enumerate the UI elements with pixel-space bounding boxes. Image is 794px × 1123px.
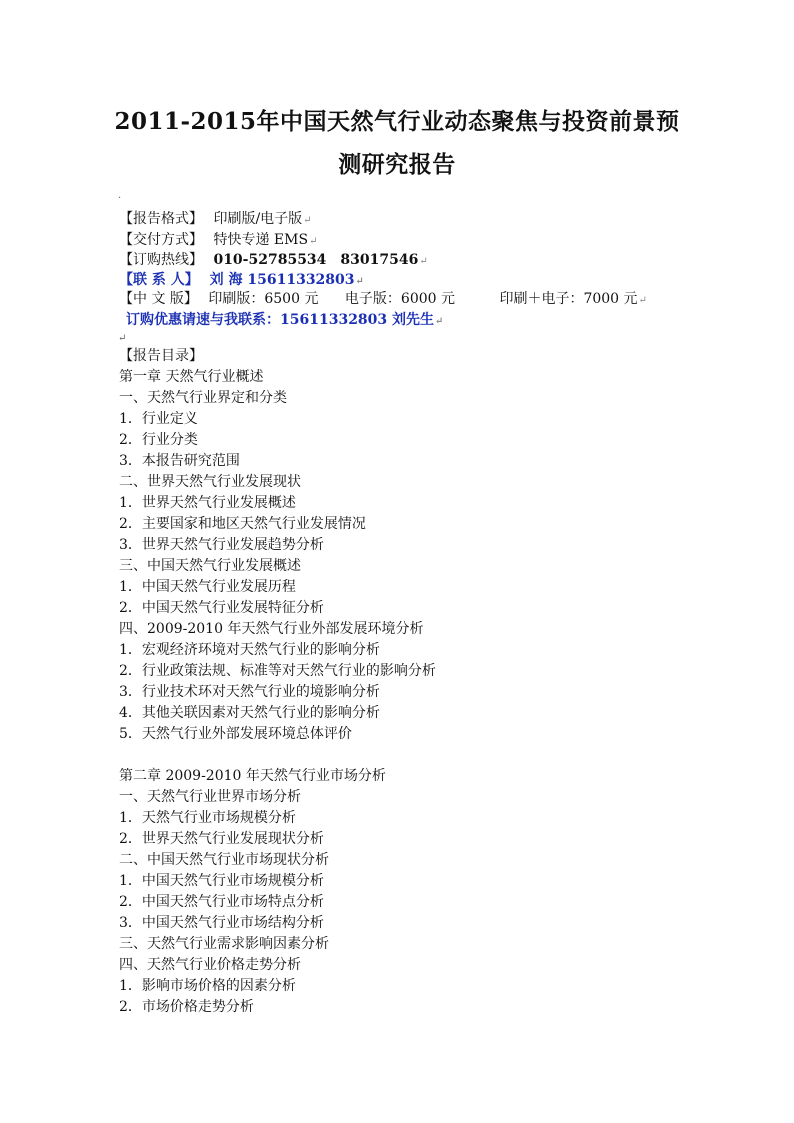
return-mark-icon: ↵	[118, 333, 127, 344]
toc-item: 1．中国天然气行业发展历程	[119, 579, 296, 595]
toc-item: 1．世界天然气行业发展概述	[119, 495, 296, 511]
format-value: 印刷版/电子版	[213, 211, 303, 227]
toc-item: 2．中国天然气行业发展特征分析	[119, 600, 324, 616]
toc-item: 1．影响市场价格的因素分析	[119, 978, 296, 994]
toc-item: 1．宏观经济环境对天然气行业的影响分析	[119, 642, 380, 658]
toc-item: 1．中国天然气行业市场规模分析	[119, 873, 324, 889]
price-electronic: 电子版：6000 元	[344, 291, 455, 307]
toc-item: 5．天然气行业外部发展环境总体评价	[119, 726, 352, 742]
toc-item: 二、中国天然气行业市场现状分析	[119, 852, 329, 868]
toc-item: 1．天然气行业市场规模分析	[119, 810, 296, 826]
toc-item: 3．世界天然气行业发展趋势分析	[119, 537, 324, 553]
hotline-value: 010-52785534 83017546	[213, 252, 419, 268]
toc-item: 四、天然气行业价格走势分析	[119, 957, 301, 973]
contact-label: 【联 系 人】	[119, 272, 199, 288]
toc-item: 一、天然气行业世界市场分析	[119, 789, 301, 805]
toc-item: 3．行业技术环对天然气行业的境影响分析	[119, 684, 380, 700]
format-row	[119, 209, 312, 229]
hotline-label: 【订购热线】	[119, 252, 203, 268]
return-mark-icon: ↵	[355, 276, 364, 287]
return-mark-icon: ↵	[419, 256, 428, 267]
delivery-label: 【交付方式】	[119, 232, 203, 248]
toc-heading: 【报告目录】	[119, 348, 203, 364]
delivery-value: 特快专递 EMS	[213, 232, 309, 248]
toc-item: 第一章 天然气行业概述	[119, 369, 264, 385]
toc-item: 三、中国天然气行业发展概述	[119, 558, 301, 574]
promo-text: 订购优惠请速与我联系：15611332803 刘先生	[126, 312, 435, 328]
paragraph-dot: ·	[118, 193, 122, 204]
toc-item: 2．中国天然气行业市场特点分析	[119, 894, 324, 910]
toc-item: 2．世界天然气行业发展现状分析	[119, 831, 324, 847]
report-title-line-2: 测研究报告	[338, 151, 456, 178]
return-mark-icon: ↵	[303, 215, 312, 226]
toc-item: 第二章 2009-2010 年天然气行业市场分析	[119, 768, 386, 784]
chinese-version-row	[119, 289, 647, 309]
return-mark-icon: ↵	[638, 295, 647, 306]
toc-item: 2．行业分类	[119, 432, 198, 448]
toc-item: 3．中国天然气行业市场结构分析	[119, 915, 324, 931]
price-both: 印刷＋电子：7000 元	[499, 291, 638, 307]
price-print: 印刷版：6500 元	[208, 291, 319, 307]
toc-item: 1．行业定义	[119, 411, 198, 427]
toc-item: 一、天然气行业界定和分类	[119, 390, 287, 406]
report-title-line-1: 2011-2015年中国天然气行业动态聚焦与投资前景预	[114, 108, 680, 135]
contact-row	[119, 270, 364, 290]
toc-item: 3．本报告研究范围	[119, 453, 240, 469]
toc-item: 2．主要国家和地区天然气行业发展情况	[119, 516, 366, 532]
return-mark-icon: ↵	[309, 236, 318, 247]
promo-row	[126, 310, 443, 330]
toc-item: 四、2009-2010 年天然气行业外部发展环境分析	[119, 621, 424, 637]
toc-item: 2．行业政策法规、标准等对天然气行业的影响分析	[119, 663, 436, 679]
chinese-version-label: 【中 文 版】	[119, 291, 198, 307]
toc-item: 2．市场价格走势分析	[119, 999, 254, 1015]
contact-value: 刘 海 15611332803	[209, 272, 355, 288]
toc-item: 二、世界天然气行业发展现状	[119, 474, 301, 490]
delivery-row	[119, 230, 317, 250]
format-label: 【报告格式】	[119, 211, 203, 227]
return-mark-icon: ↵	[435, 316, 444, 327]
toc-item: 三、天然气行业需求影响因素分析	[119, 936, 329, 952]
hotline-row	[119, 250, 428, 270]
toc-item: 4．其他关联因素对天然气行业的影响分析	[119, 705, 380, 721]
